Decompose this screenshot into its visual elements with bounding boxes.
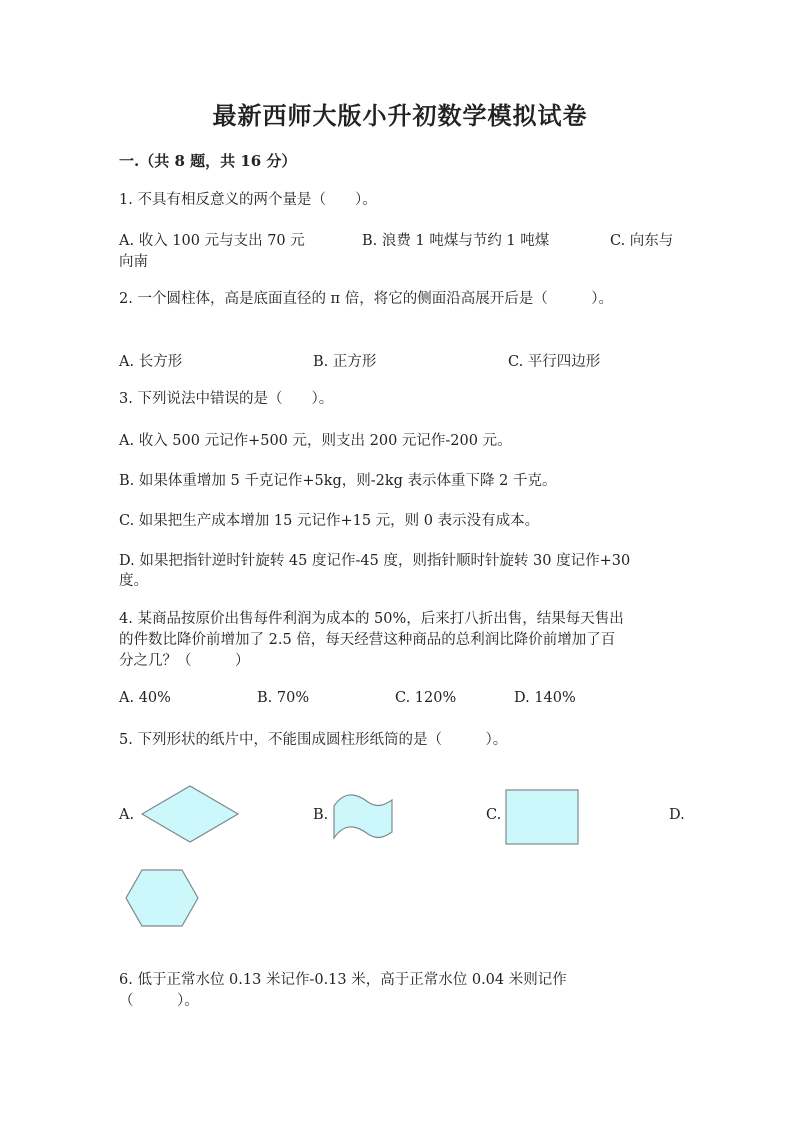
question-1-option-c-continued: 向南 bbox=[119, 254, 148, 270]
rectangle-shape bbox=[505, 789, 579, 845]
question-5-label-c: C. bbox=[486, 807, 502, 823]
question-1-stem: 1. 不具有相反意义的两个量是（ ）。 bbox=[119, 192, 377, 208]
question-1-option-b: B. 浪费 1 吨煤与节约 1 吨煤 bbox=[362, 233, 550, 249]
question-2-option-a: A. 长方形 bbox=[119, 354, 183, 370]
question-6-stem-line-2: （ ）。 bbox=[119, 993, 199, 1009]
question-2-option-c: C. 平行四边形 bbox=[508, 354, 601, 370]
question-4-option-c: C. 120% bbox=[395, 690, 457, 706]
question-6-stem-line-1: 6. 低于正常水位 0.13 米记作-0.13 米，高于正常水位 0.04 米则记作 bbox=[119, 972, 567, 988]
exam-title: 最新西师大版小升初数学模拟试卷 bbox=[212, 101, 588, 130]
question-5-stem: 5. 下列形状的纸片中，不能围成圆柱形纸筒的是（ ）。 bbox=[119, 732, 508, 748]
question-4-option-b: B. 70% bbox=[257, 690, 310, 706]
rhombus-shape bbox=[140, 785, 240, 843]
question-2-stem: 2. 一个圆柱体，高是底面直径的 π 倍，将它的侧面沿高展开后是（ ）。 bbox=[119, 291, 613, 307]
question-3-option-c: C. 如果把生产成本增加 15 元记作+15 元，则 0 表示没有成本。 bbox=[119, 513, 540, 529]
section-heading: 一.（共 8 题，共 16 分） bbox=[119, 152, 297, 170]
question-2-option-b: B. 正方形 bbox=[313, 354, 377, 370]
question-4-stem-line-2: 的件数比降价前增加了 2.5 倍，每天经营这种商品的总利润比降价前增加了百 bbox=[119, 632, 616, 648]
question-3-stem: 3. 下列说法中错误的是（ ）。 bbox=[119, 391, 334, 407]
question-3-option-d: D. 如果把指针逆时针旋转 45 度记作-45 度，则指针顺时针旋转 30 度记作+30 bbox=[119, 553, 631, 569]
question-5-label-b: B. bbox=[313, 807, 329, 823]
question-3-option-a: A. 收入 500 元记作+500 元，则支出 200 元记作-200 元。 bbox=[119, 433, 512, 449]
question-4-stem-line-1: 4. 某商品按原价出售每件利润为成本的 50%，后来打八折出售，结果每天售出 bbox=[119, 611, 624, 627]
question-1-option-c: C. 向东与 bbox=[610, 233, 674, 249]
question-3-option-d-continued: 度。 bbox=[119, 573, 148, 589]
question-4-option-a: A. 40% bbox=[119, 690, 171, 706]
question-4-stem-line-3: 分之几？（ ） bbox=[119, 653, 250, 669]
question-5-label-d: D. bbox=[669, 807, 685, 823]
question-5-label-a: A. bbox=[119, 807, 135, 823]
question-1-option-a: A. 收入 100 元与支出 70 元 bbox=[119, 233, 305, 249]
wavy-rectangle-shape bbox=[330, 792, 396, 844]
hexagon-shape bbox=[124, 869, 200, 927]
question-4-option-d: D. 140% bbox=[514, 690, 576, 706]
question-3-option-b: B. 如果体重增加 5 千克记作+5kg，则-2kg 表示体重下降 2 千克。 bbox=[119, 473, 557, 489]
